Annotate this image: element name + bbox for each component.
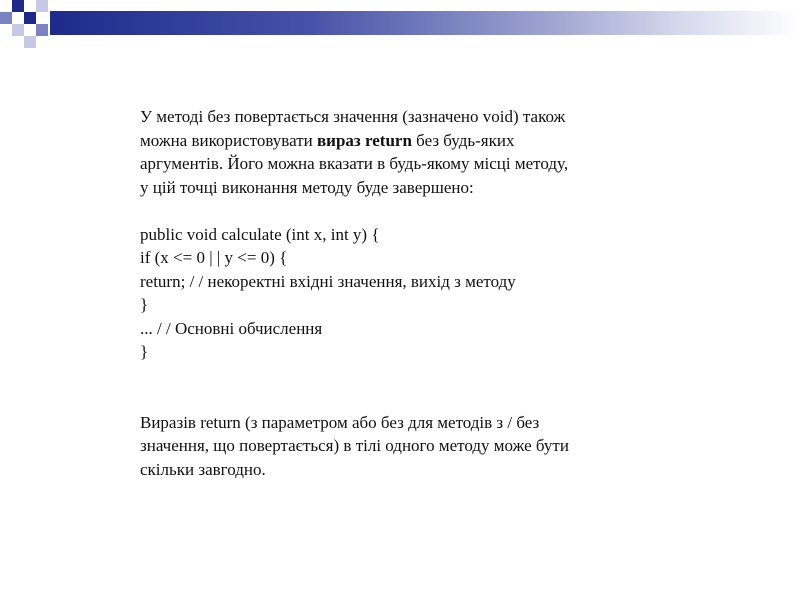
code-line: } [140,342,149,361]
paragraph-line: Виразів return (з параметром або без для методів з / без [140,412,540,432]
decor-square [24,36,36,48]
decor-square [0,12,12,24]
closing-paragraph [140,411,680,482]
paragraph-line: скільки завгодно. [140,459,266,479]
paragraph-line: аргументів. Його можна вказати в будь-якому місці методу, [140,154,569,173]
code-line: } [140,295,149,314]
decor-square [36,0,48,12]
paragraph-line: значення, що повертається) в тілі одного методу може бути [140,436,569,455]
decor-square [24,12,36,24]
return-keyword-bold: вираз return [316,130,412,150]
code-line: return; / / некоректні вхідні значення, вихід з методу [140,271,516,291]
paragraph-line: У методі без повертається значення (зазначено void) також [140,107,566,126]
paragraph-line: у цій точці виконання методу буде завершено: [140,177,474,197]
paragraph-text: можна використовувати [140,130,317,150]
paragraph-line [140,129,680,153]
slide-body [140,105,680,481]
code-line: public void calculate (int x, int y) { [140,224,380,244]
code-example [140,223,680,364]
intro-paragraph [140,105,680,199]
decor-square [12,0,24,12]
code-line: if (x <= 0 | | y <= 0) { [140,248,288,267]
decor-square [12,24,24,36]
paragraph-text: без будь-яких [411,130,515,150]
spacer [140,364,680,411]
header-gradient-bar [50,11,800,35]
spacer [140,199,680,223]
code-line: ... / / Основні обчислення [140,318,323,338]
decor-square [36,24,48,36]
